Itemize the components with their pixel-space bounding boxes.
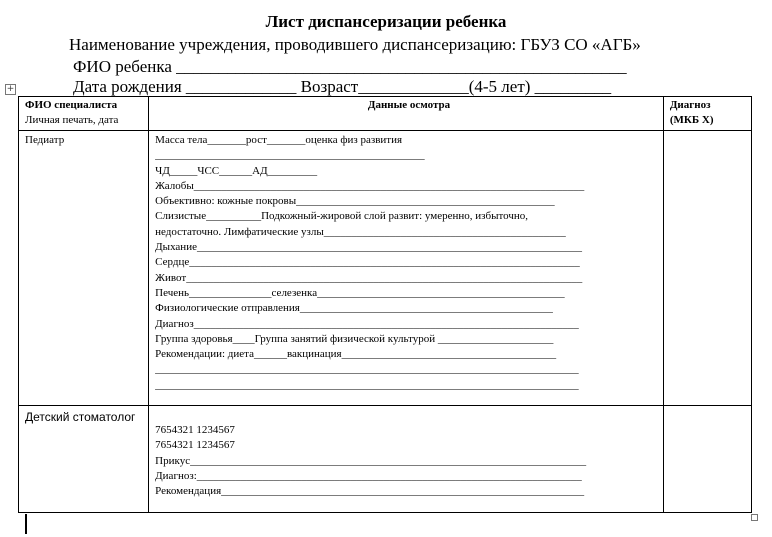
document-title: Лист диспансеризации ребенка: [265, 12, 507, 31]
exam-line: Рекомендации: диета______вакцинация_______________________________________: [155, 348, 557, 361]
specialist-cell[interactable]: Детский стоматолог: [19, 406, 149, 513]
exam-line: _________________________________________________: [155, 149, 425, 162]
dental-formula-line: 7654321 1234567: [155, 424, 235, 436]
header-diagnosis: Диагноз: [669, 99, 711, 111]
header-diagnosis-cell: [663, 97, 751, 131]
header-exam-data: Данные осмотра: [367, 99, 451, 111]
institution-line: Наименование учреждения, проводившего диспансеризацию: ГБУЗ СО «АГБ»: [69, 35, 641, 54]
table-header-row: [19, 97, 752, 131]
exam-line: Дыхание______________________________________________________________________: [155, 241, 582, 254]
dental-formula-line: 7654321 1234567: [155, 439, 235, 452]
header-diagnosis-sub: (МКБ X): [669, 114, 714, 126]
exam-line: ЧД_____ЧСС______АД_________: [155, 164, 318, 177]
table-move-handle-icon[interactable]: +: [6, 84, 15, 94]
child-name-line[interactable]: ФИО ребенка _____________________________________________________: [73, 57, 627, 76]
exam-line: Диагноз:______________________________________________________________________: [155, 469, 582, 482]
specialist-cell[interactable]: Педиатр: [19, 131, 149, 406]
exam-line: Масса тела_______рост_______оценка физ развития: [155, 134, 403, 146]
exam-line: Печень_______________селезенка_____________________________________________: [155, 286, 565, 299]
exam-line: недостаточно. Лимфатические узлы____________________________________________: [155, 225, 566, 238]
exam-line: Жалобы_______________________________________________________________________: [155, 179, 585, 192]
exam-line: _____________________________________________________________________________: [155, 363, 579, 376]
header-specialist-cell: [19, 97, 149, 131]
header-specialist: ФИО специалиста: [25, 99, 118, 111]
exam-data-cell[interactable]: [149, 131, 664, 406]
diagnosis-cell[interactable]: [663, 131, 751, 406]
exam-line: Физиологические отправления______________________________________________: [155, 302, 553, 315]
exam-line: Слизистые__________Подкожный-жировой слой развит: умеренно, избыточно,: [155, 210, 529, 223]
exam-line: Рекомендация__________________________________________________________________: [155, 485, 585, 498]
header-exam-cell: [149, 97, 664, 131]
exam-line: _____________________________________________________________________________: [155, 378, 579, 391]
exam-line: Диагноз______________________________________________________________________: [155, 317, 579, 330]
exam-table: [18, 96, 752, 513]
table-row: [19, 406, 752, 513]
text-cursor: [25, 514, 27, 534]
exam-line: Объективно: кожные покровы_______________________________________________: [155, 195, 555, 208]
exam-line: Прикус________________________________________________________________________: [155, 454, 587, 467]
exam-line: Сердце_______________________________________________________________________: [155, 256, 580, 269]
table-resize-handle[interactable]: [751, 514, 758, 521]
table-row: [19, 131, 752, 406]
exam-line: Группа здоровья____Группа занятий физической культурой _____________________: [155, 332, 554, 345]
exam-line: Живот________________________________________________________________________: [155, 271, 583, 284]
diagnosis-cell[interactable]: [663, 406, 751, 513]
birth-age-line[interactable]: Дата рождения _____________ Возраст_____________(4-5 лет) _________: [73, 77, 612, 96]
header-specialist-sub: Личная печать, дата: [25, 114, 119, 126]
exam-data-cell[interactable]: [149, 406, 664, 513]
spacer: [155, 408, 663, 423]
